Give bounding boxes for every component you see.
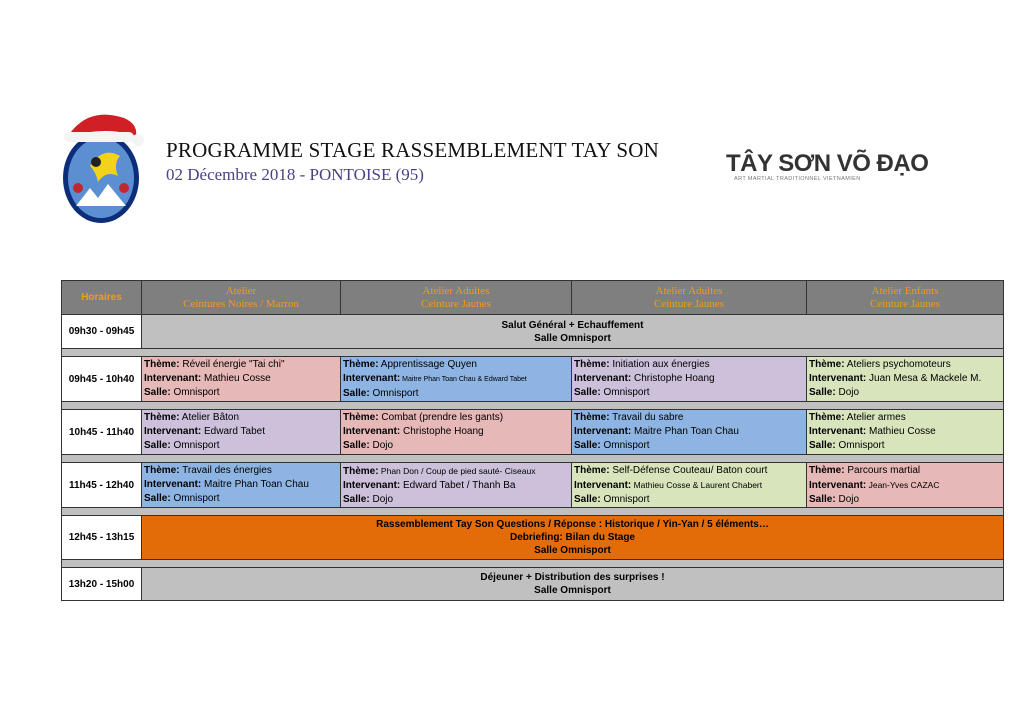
salle-label: Salle: xyxy=(809,440,836,451)
brand-tagline: ART MARTIAL TRADITIONNEL VIETNAMIEN xyxy=(734,176,861,182)
time-cell: 13h20 - 15h00 xyxy=(62,568,142,601)
table-row xyxy=(62,315,1004,349)
theme-label: Thème: xyxy=(574,412,610,423)
salle-label: Salle: xyxy=(574,387,601,398)
time-cell: 12h45 - 13h15 xyxy=(62,516,142,560)
theme-label: Thème: xyxy=(809,464,845,476)
intervenant-label: Intervenant: xyxy=(343,479,401,491)
merged-cell xyxy=(142,516,1004,560)
intervenant-label: Intervenant: xyxy=(574,373,632,384)
salle-value: Dojo xyxy=(835,387,860,398)
theme-value: Parcours martial xyxy=(844,464,921,476)
page-title: PROGRAMME STAGE RASSEMBLEMENT TAY SON xyxy=(166,138,659,162)
theme-label: Thème: xyxy=(574,464,610,476)
intervenant-label: Intervenant: xyxy=(343,372,401,384)
table-header-row xyxy=(62,281,1004,315)
salle-label: Salle: xyxy=(574,440,601,451)
intervenant-label: Intervenant: xyxy=(809,479,867,491)
intervenant-value: Mathieu Cosse xyxy=(866,426,936,437)
theme-value: Ateliers psychomoteurs xyxy=(844,359,951,370)
theme-label: Thème: xyxy=(144,412,180,423)
header-horaires: Horaires xyxy=(62,281,142,315)
salle-value: Omnisport xyxy=(600,387,650,398)
merged-line: Déjeuner + Distribution des surprises ! xyxy=(480,572,665,583)
header-line: Ceinture Jaunes xyxy=(870,297,940,310)
intervenant-value: Christophe Hoang xyxy=(631,373,715,384)
salle-label: Salle: xyxy=(343,493,370,505)
session-cell xyxy=(807,357,1004,402)
theme-label: Thème: xyxy=(809,412,845,423)
theme-label: Thème: xyxy=(343,358,379,370)
tay-son-crest-logo xyxy=(58,96,144,228)
intervenant-value: Edward Tabet / Thanh Ba xyxy=(400,479,516,491)
salle-label: Salle: xyxy=(144,440,171,451)
merged-line: Debriefing: Bilan du Stage xyxy=(509,532,635,543)
theme-value: Réveil énergie "Tai chi" xyxy=(179,359,285,370)
session-cell xyxy=(341,357,572,402)
intervenant-label: Intervenant: xyxy=(343,426,401,437)
theme-value: Initiation aux énergies xyxy=(609,359,710,370)
header-atelier-noires xyxy=(142,281,341,315)
intervenant-label: Intervenant: xyxy=(144,426,202,437)
salle-value: Dojo xyxy=(369,440,394,451)
header-line: Ceintures Noires / Marron xyxy=(183,297,299,310)
merged-line: Salut Général + Echauffement xyxy=(501,319,644,331)
theme-value: Atelier Bâton xyxy=(179,412,240,423)
session-cell xyxy=(341,410,572,455)
salle-value: Omnisport xyxy=(835,440,885,451)
merged-cell xyxy=(142,568,1004,601)
intervenant-label: Intervenant: xyxy=(574,479,632,491)
schedule-table xyxy=(61,280,1004,601)
theme-value: Travail des énergies xyxy=(179,465,272,476)
table-row xyxy=(62,568,1004,601)
intervenant-label: Intervenant: xyxy=(809,373,867,384)
separator-row xyxy=(62,455,1004,463)
merged-line: Salle Omnisport xyxy=(534,545,611,556)
session-cell xyxy=(807,410,1004,455)
intervenant-value: Jean-Yves CAZAC xyxy=(866,479,940,490)
merged-line: Rassemblement Tay Son Questions / Réponse : Historique / Yin-Yan / 5 éléments… xyxy=(376,519,769,530)
salle-value: Dojo xyxy=(835,493,860,505)
theme-label: Thème: xyxy=(343,412,379,423)
salle-label: Salle: xyxy=(574,493,601,505)
intervenant-value: Maitre Phan Toan Chau xyxy=(201,479,309,490)
time-cell: 11h45 - 12h40 xyxy=(62,463,142,508)
header-atelier-adultes-2 xyxy=(572,281,807,315)
time-cell: 09h30 - 09h45 xyxy=(62,315,142,349)
intervenant-value: Maitre Phan Toan Chau & Edward Tabet xyxy=(400,375,527,383)
theme-value: Self-Défense Couteau/ Baton court xyxy=(609,464,768,476)
salle-value: Omnisport xyxy=(600,493,650,505)
theme-value: Phan Don / Coup de pied sauté- Ciseaux xyxy=(378,465,536,476)
session-cell xyxy=(142,463,341,508)
theme-value: Travail du sabre xyxy=(609,412,684,423)
salle-value: Omnisport xyxy=(170,493,220,504)
salle-value: Omnisport xyxy=(170,387,220,398)
intervenant-value: Christophe Hoang xyxy=(400,426,484,437)
header-line: Ceinture Jaunes xyxy=(421,297,491,310)
intervenant-label: Intervenant: xyxy=(144,479,202,490)
session-cell xyxy=(572,410,807,455)
brand-logo xyxy=(726,150,946,186)
intervenant-value: Juan Mesa & Mackele M. xyxy=(866,373,982,384)
session-cell xyxy=(572,463,807,508)
theme-label: Thème: xyxy=(144,359,180,370)
theme-value: Apprentissage Quyen xyxy=(378,358,477,370)
salle-label: Salle: xyxy=(343,440,370,451)
header-atelier-enfants xyxy=(807,281,1004,315)
intervenant-label: Intervenant: xyxy=(144,373,202,384)
theme-label: Thème: xyxy=(144,465,180,476)
salle-label: Salle: xyxy=(144,493,171,504)
header-line: Atelier Adultes xyxy=(655,284,723,297)
separator-row xyxy=(62,402,1004,410)
theme-label: Thème: xyxy=(809,359,845,370)
title-block xyxy=(166,138,659,185)
intervenant-label: Intervenant: xyxy=(574,426,632,437)
time-cell: 09h45 - 10h40 xyxy=(62,357,142,402)
intervenant-label: Intervenant: xyxy=(809,426,867,437)
time-cell: 10h45 - 11h40 xyxy=(62,410,142,455)
intervenant-value: Maitre Phan Toan Chau xyxy=(631,426,739,437)
table-row xyxy=(62,357,1004,402)
theme-value: Atelier armes xyxy=(844,412,906,423)
salle-label: Salle: xyxy=(809,493,836,505)
session-cell xyxy=(807,463,1004,508)
intervenant-value: Mathieu Cosse xyxy=(201,373,271,384)
separator-row xyxy=(62,560,1004,568)
table-row xyxy=(62,516,1004,560)
brand-name: TÂY SƠN VÕ ĐẠO xyxy=(726,150,929,177)
separator-row xyxy=(62,349,1004,357)
header-line: Atelier Adultes xyxy=(422,284,490,297)
merged-line: Salle Omnisport xyxy=(534,585,611,596)
session-cell xyxy=(572,357,807,402)
separator-row xyxy=(62,508,1004,516)
session-cell xyxy=(142,410,341,455)
header-atelier-adultes-1 xyxy=(341,281,572,315)
salle-value: Omnisport xyxy=(600,440,650,451)
table-row xyxy=(62,463,1004,508)
merged-line: Salle Omnisport xyxy=(534,332,611,344)
salle-label: Salle: xyxy=(144,387,171,398)
salle-value: Dojo xyxy=(369,493,394,505)
merged-cell xyxy=(142,315,1004,349)
theme-value: Combat (prendre les gants) xyxy=(378,412,504,423)
salle-value: Omnisport xyxy=(170,440,220,451)
header-line: Atelier Enfants xyxy=(871,284,939,297)
intervenant-value: Edward Tabet xyxy=(201,426,265,437)
header-line: Atelier xyxy=(225,284,257,297)
theme-label: Thème: xyxy=(343,465,379,477)
salle-label: Salle: xyxy=(809,387,836,398)
theme-label: Thème: xyxy=(574,359,610,370)
session-cell xyxy=(142,357,341,402)
salle-label: Salle: xyxy=(343,387,370,399)
page-subtitle: 02 Décembre 2018 - PONTOISE (95) xyxy=(166,165,424,184)
session-cell xyxy=(341,463,572,508)
salle-value: Omnisport xyxy=(369,387,419,399)
header-line: Ceinture Jaunes xyxy=(654,297,724,310)
table-row xyxy=(62,410,1004,455)
intervenant-value: Mathieu Cosse & Laurent Chabert xyxy=(631,479,763,490)
